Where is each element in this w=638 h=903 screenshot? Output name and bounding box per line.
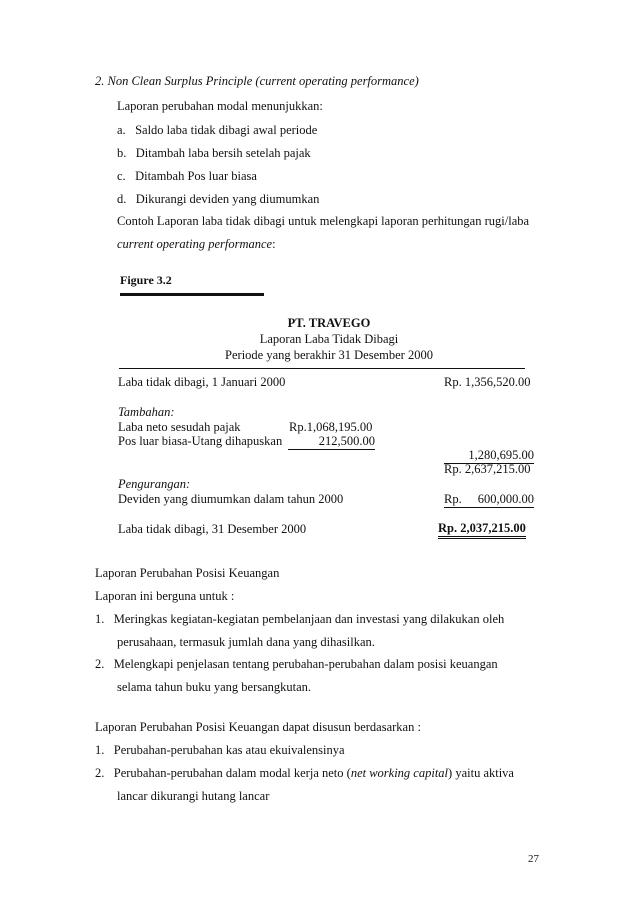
ded1-value: 600,000.00: [477, 492, 534, 506]
closing-value-cell: [438, 521, 526, 539]
list-item: [117, 192, 319, 207]
closing-label: Laba tidak dibagi, 31 Desember 2000: [118, 522, 307, 536]
add1-label: Laba neto sesudah pajak: [118, 420, 241, 434]
figure-label: Figure 3.2: [120, 273, 172, 287]
posisi-title: Laporan Perubahan Posisi Keuangan: [95, 566, 280, 580]
report-title: Laporan Laba Tidak Dibagi: [259, 332, 399, 346]
list-text: Ditambah laba bersih setelah pajak: [135, 146, 311, 160]
list-marker: d.: [117, 192, 127, 206]
deductions-label: Pengurangan:: [118, 477, 191, 491]
ded1-currency: Rp.: [444, 492, 462, 506]
list-item: [95, 766, 514, 781]
closing-value: Rp. 2,037,215.00: [438, 521, 526, 539]
list-item-continuation: perusahaan, termasuk jumlah dana yang dihasilkan.: [117, 635, 375, 649]
section-intro: Laporan perubahan modal menunjukkan:: [117, 99, 323, 113]
divider: [119, 368, 525, 369]
list-marker: 1.: [95, 612, 105, 626]
list-text-italic: net working capital: [350, 766, 449, 780]
ded1-value-line: [444, 492, 534, 508]
posisi-basis: Laporan Perubahan Posisi Keuangan dapat disusun berdasarkan :: [95, 720, 421, 734]
ded1-label: Deviden yang diumumkan dalam tahun 2000: [118, 492, 344, 506]
example-line-2: [117, 237, 276, 252]
list-text-post: ) yaitu aktiva: [448, 766, 514, 780]
add2-value-cell: [288, 434, 375, 450]
list-text: Saldo laba tidak dibagi awal periode: [135, 123, 318, 137]
list-text-pre: Perubahan-perubahan dalam modal kerja neto (: [113, 766, 351, 780]
add2-value: 212,500.00: [288, 434, 375, 450]
example-end: :: [272, 237, 276, 251]
list-item: [117, 123, 317, 138]
list-marker: 2.: [95, 766, 105, 780]
ded1-value-cell: [444, 492, 534, 508]
list-item: [117, 146, 311, 161]
example-line: Contoh Laporan laba tidak dibagi untuk melengkapi laporan perhitungan rugi/laba: [117, 214, 530, 228]
example-italic: current operating performance: [117, 237, 273, 251]
opening-label: Laba tidak dibagi, 1 Januari 2000: [118, 375, 286, 389]
report-period: Periode yang berakhir 31 Desember 2000: [225, 348, 433, 362]
list-item: [117, 169, 257, 184]
list-item: [95, 612, 504, 627]
list-marker: c.: [117, 169, 126, 183]
list-marker: 2.: [95, 657, 105, 671]
list-item-continuation: lancar dikurangi hutang lancar: [117, 789, 270, 803]
list-text: Melengkapi penjelasan tentang perubahan-perubahan dalam posisi keuangan: [113, 657, 498, 671]
list-text: Perubahan-perubahan kas atau ekuivalensinya: [113, 743, 345, 757]
section-heading: 2. Non Clean Surplus Principle (current operating performance): [95, 74, 419, 88]
list-text: Dikurangi deviden yang diumumkan: [135, 192, 320, 206]
list-text: Ditambah Pos luar biasa: [135, 169, 257, 183]
company-name: PT. TRAVEGO: [287, 316, 371, 330]
list-item-continuation: selama tahun buku yang bersangkutan.: [117, 680, 312, 694]
figure-rule: [120, 293, 264, 296]
add-total: 1,280,695.00: [444, 448, 534, 464]
add1-value: Rp.1,068,195.00: [289, 420, 373, 434]
list-item: [95, 657, 498, 672]
page-number: 27: [528, 853, 539, 865]
list-item: [95, 743, 345, 758]
list-text: Meringkas kegiatan-kegiatan pembelanjaan dan investasi yang dilakukan oleh: [113, 612, 505, 626]
list-marker: a.: [117, 123, 126, 137]
opening-value: Rp. 1,356,520.00: [444, 375, 531, 389]
list-marker: 1.: [95, 743, 105, 757]
subtotal: Rp. 2,637,215.00: [444, 462, 531, 476]
list-marker: b.: [117, 146, 127, 160]
additions-label: Tambahan:: [118, 405, 175, 419]
add2-label: Pos luar biasa-Utang dihapuskan: [118, 434, 283, 448]
posisi-purpose: Laporan ini berguna untuk :: [95, 589, 235, 603]
